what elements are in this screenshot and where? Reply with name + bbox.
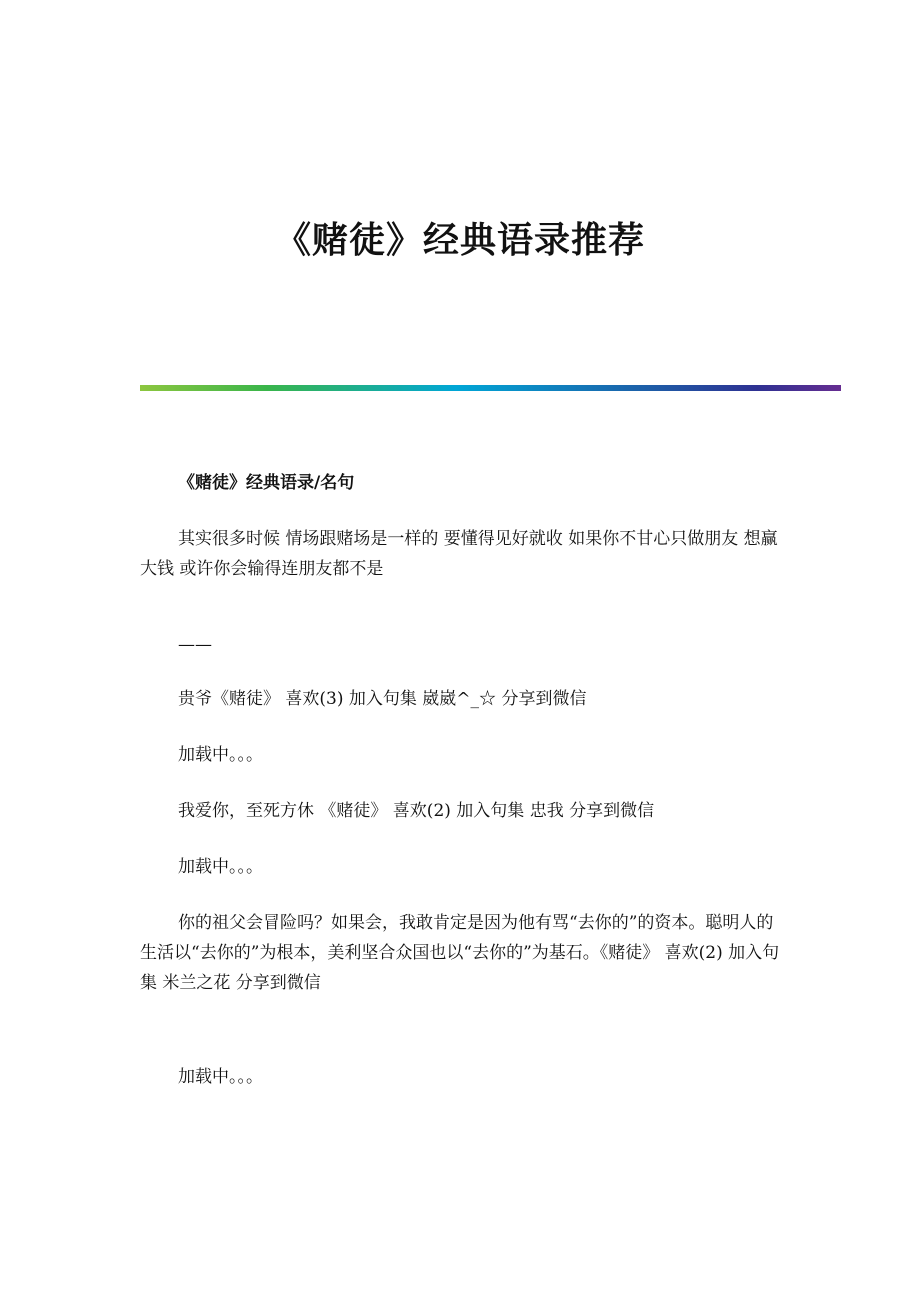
title-divider-rule [140, 385, 841, 391]
dash-separator: —— [178, 635, 212, 655]
quote-paragraph-1: 其实很多时候 情场跟赌场是一样的 要懂得见好就收 如果你不甘心只做朋友 想赢大钱 或许你会输得连朋友都不是 [140, 529, 778, 579]
quote-meta-1: 贵爷《赌徒》 喜欢(3) 加入句集 崴崴^_☆ 分享到微信 [178, 689, 587, 709]
loading-text-1: 加载中。。。 [178, 745, 263, 765]
quote-paragraph-2: 我爱你，至死方休 《赌徒》 喜欢(2) 加入句集 忠我 分享到微信 [178, 801, 655, 821]
section-subtitle: 《赌徒》经典语录/名句 [178, 473, 355, 493]
quote-paragraph-3: 你的祖父会冒险吗？如果会，我敢肯定是因为他有骂“去你的”的资本。聪明人的生活以“去你的”为根本，美利坚合众国也以“去你的”为基石。《赌徒》 喜欢(2) 加入句集 米兰之花 分享到微信 [140, 913, 780, 993]
loading-text-3: 加载中。。。 [178, 1067, 263, 1087]
loading-text-2: 加载中。。。 [178, 857, 263, 877]
page-title: 《赌徒》经典语录推荐 [274, 219, 645, 261]
